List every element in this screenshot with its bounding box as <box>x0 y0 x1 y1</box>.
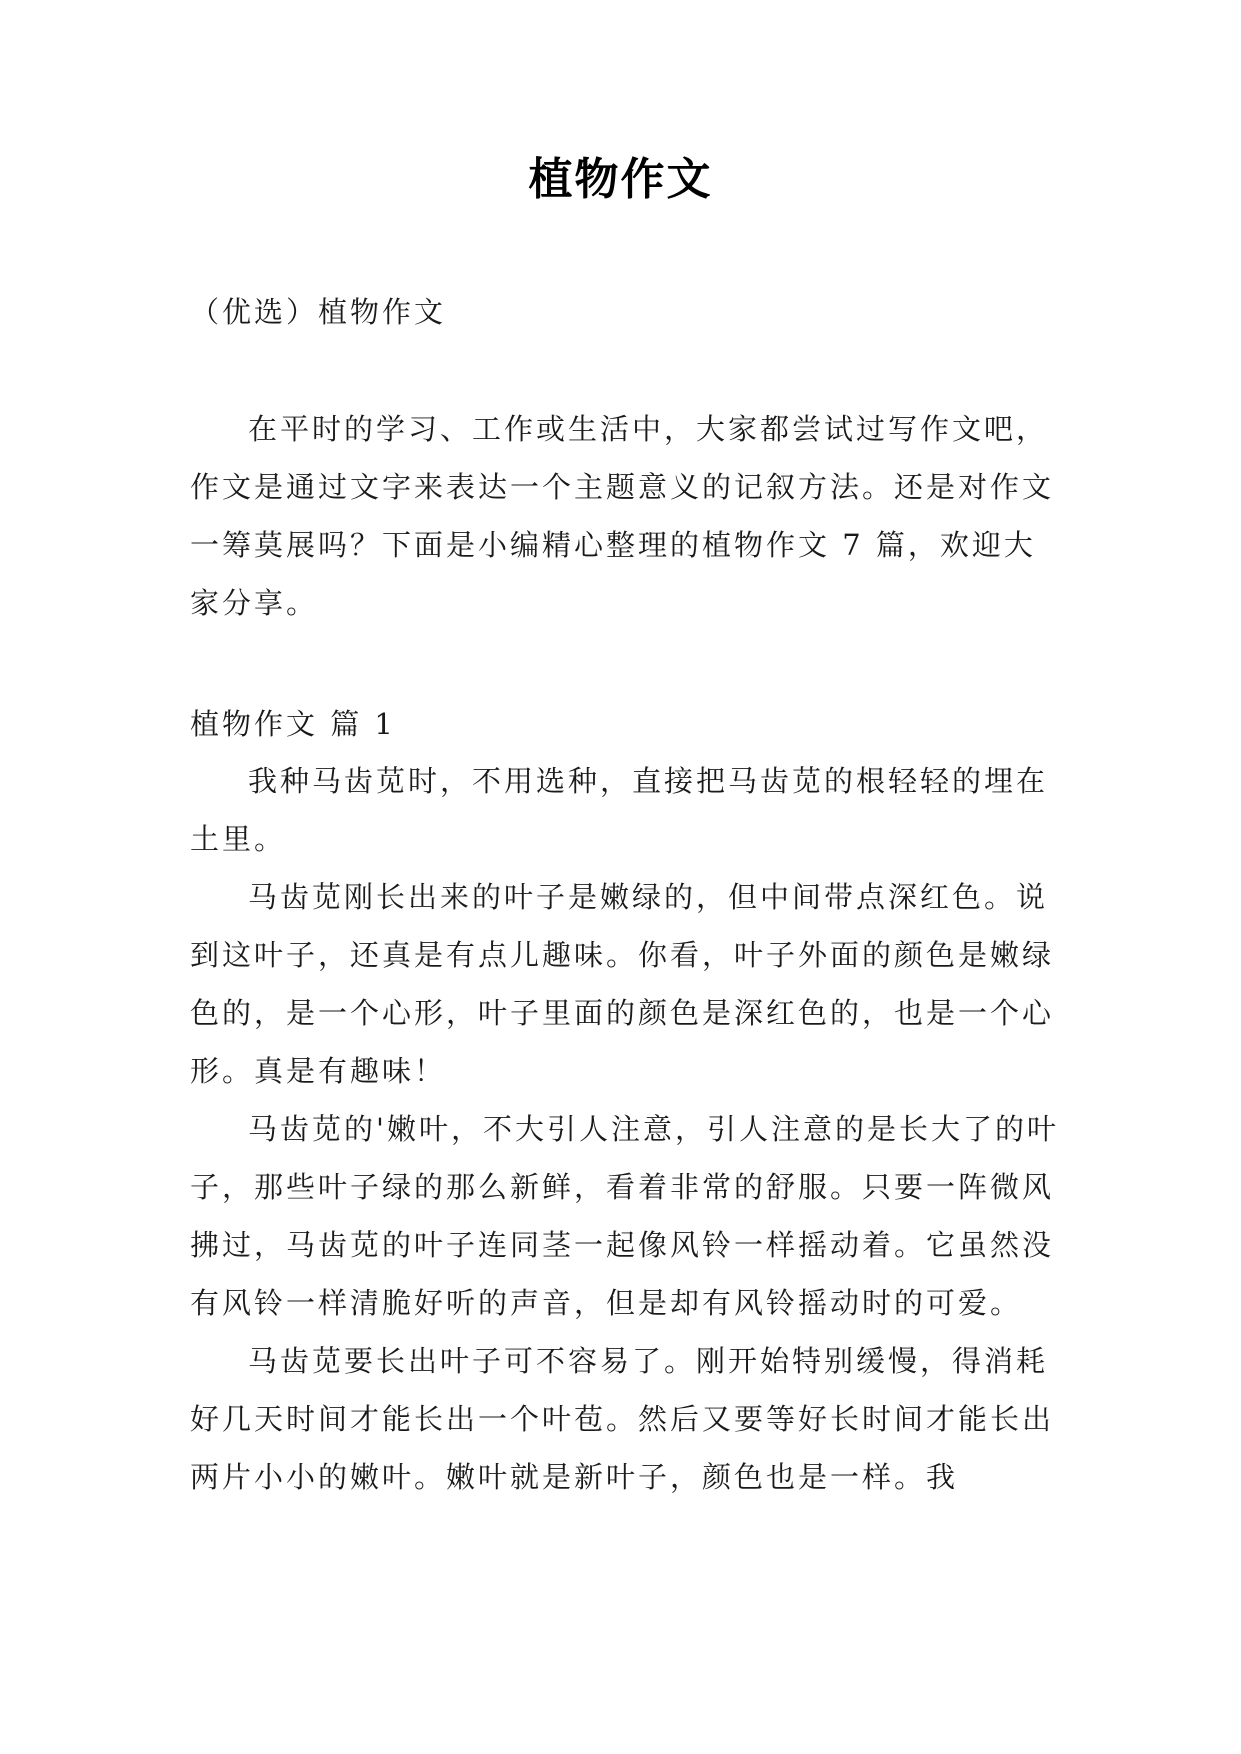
body-paragraph: 我种马齿苋时，不用选种，直接把马齿苋的根轻轻的埋在土里。 <box>190 764 1049 856</box>
section-heading: 植物作文 篇 1 <box>190 707 396 741</box>
intro-section <box>190 400 1060 632</box>
essay-body <box>190 752 1060 1506</box>
body-paragraph: 马齿苋要长出叶子可不容易了。刚开始特别缓慢，得消耗好几天时间才能长出一个叶苞。然后又要等好长时间才能长出两片小小的嫩叶。嫩叶就是新叶子，颜色也是一样。我 <box>190 1344 1055 1494</box>
intro-paragraph: 在平时的学习、工作或生活中，大家都尝试过写作文吧，作文是通过文字来表达一个主题意义的记叙方法。还是对作文一筹莫展吗？下面是小编精心整理的植物作文 7 篇，欢迎大家分享。 <box>190 412 1055 620</box>
document-subtitle: （优选）植物作文 <box>190 295 447 329</box>
body-paragraph: 马齿苋刚长出来的叶子是嫩绿的，但中间带点深红色。说到这叶子，还真是有点儿趣味。你看，叶子外面的颜色是嫩绿色的，是一个心形，叶子里面的颜色是深红色的，也是一个心形。真是有趣味！ <box>190 880 1055 1088</box>
page-title: 植物作文 <box>528 154 713 205</box>
body-paragraph: 马齿苋的'嫩叶，不大引人注意，引人注意的是长大了的叶子，那些叶子绿的那么新鲜，看着非常的舒服。只要一阵微风拂过，马齿苋的叶子连同茎一起像风铃一样摇动着。它虽然没有风铃一样清脆好听的声音，但是却有风铃摇动时的可爱。 <box>190 1112 1059 1320</box>
